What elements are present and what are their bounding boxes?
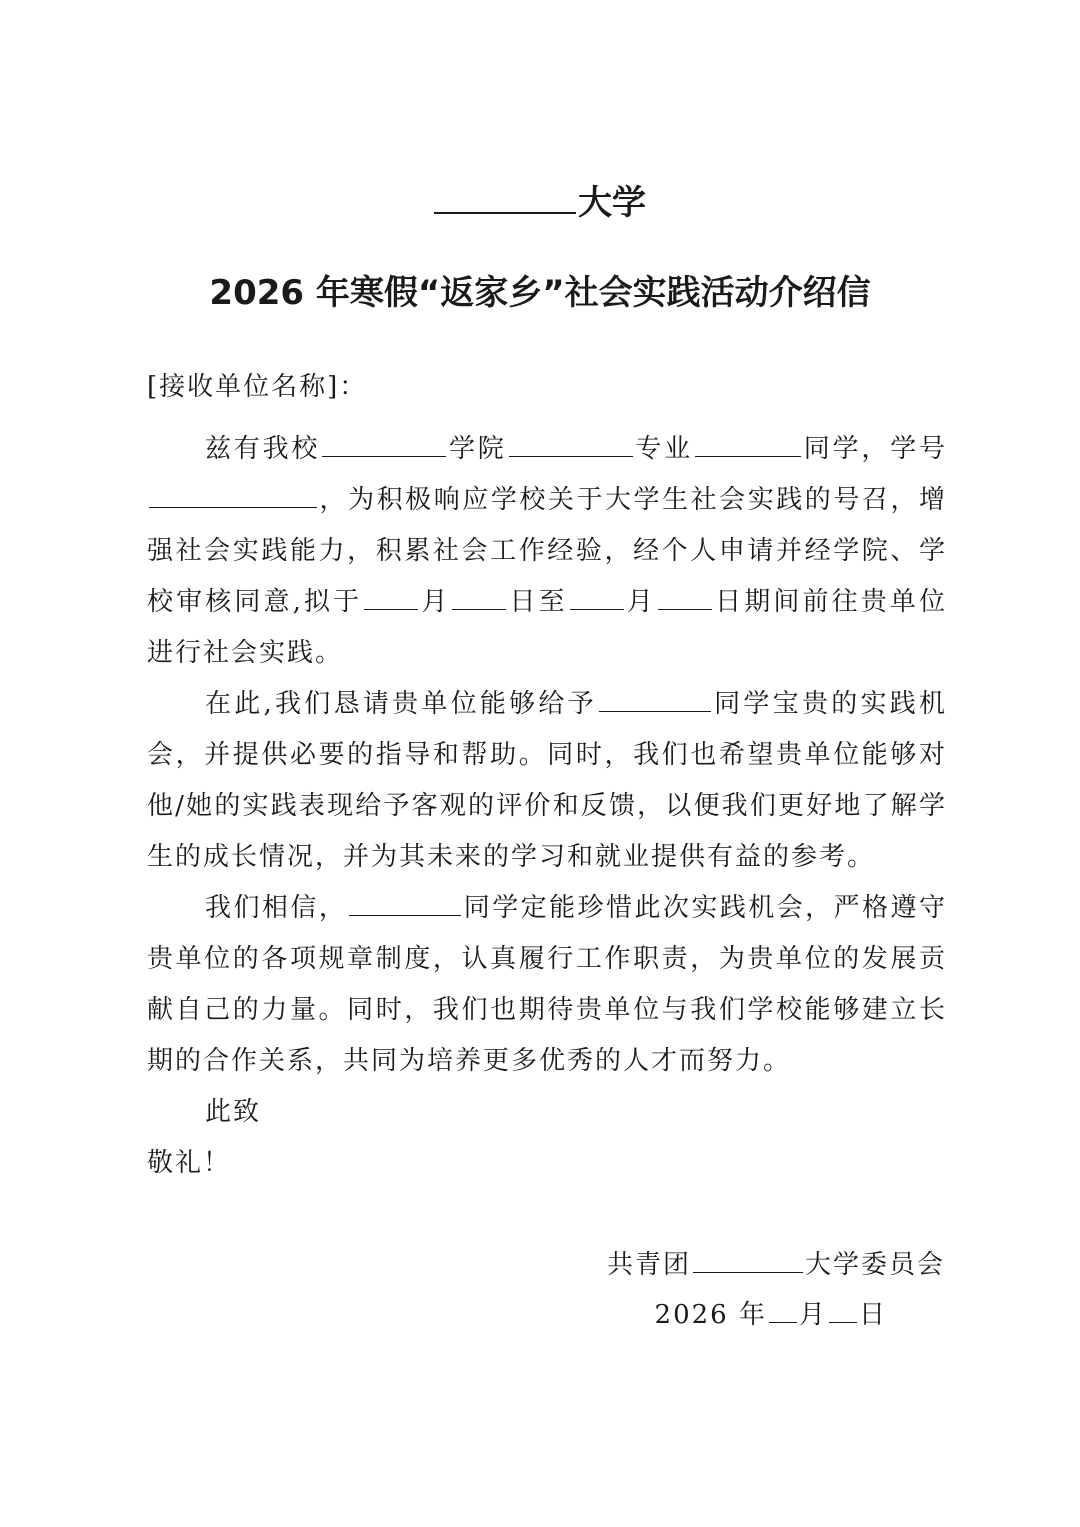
- student-name-blank[interactable]: [695, 434, 801, 457]
- university-suffix: 大学: [578, 183, 646, 223]
- letter-body: [147, 362, 947, 1189]
- paragraph-2: [147, 679, 947, 883]
- org-university-blank[interactable]: [693, 1250, 803, 1273]
- start-day-blank[interactable]: [452, 587, 506, 610]
- student-name-blank-3[interactable]: [349, 893, 461, 916]
- recipient-line: [接收单位名称]：: [147, 372, 368, 402]
- p1-text-7: 日至: [508, 587, 568, 617]
- p3-text-2: 同学定能珍惜此次实践机会，严格遵守贵单位的各项规章制度，认真履行工作职责，为贵单位的发展贡献自己的力量。同时，我们也期待贵单位与我们学校能够建立长期的合作关系，共同为培养更多优秀的人才而努力。: [147, 893, 947, 1076]
- p1-text-9: 日期间前往贵单位进行社会实践。: [147, 587, 947, 668]
- document-title: 2026 年寒假“返家乡”社会实践活动介绍信: [209, 273, 871, 313]
- closing-salutation: 此致: [205, 1097, 262, 1127]
- signature-date: [655, 1290, 887, 1340]
- date-month-label: 月: [798, 1300, 827, 1330]
- closing-regards: 敬礼！: [147, 1148, 232, 1178]
- major-blank[interactable]: [509, 434, 633, 457]
- p1-text-6: 月: [420, 587, 451, 617]
- paragraph-1: [147, 424, 947, 679]
- date-year: 2026 年: [654, 1300, 767, 1330]
- p1-text-1: 兹有我校: [205, 434, 321, 464]
- date-month-blank[interactable]: [769, 1300, 797, 1323]
- org-prefix: 共青团: [606, 1250, 691, 1280]
- date-day-blank[interactable]: [829, 1300, 857, 1323]
- p3-text-1: 我们相信，: [205, 893, 348, 923]
- p2-text-2: 同学宝贵的实践机会，并提供必要的指导和帮助。同时，我们也希望贵单位能够对他/她的实践表现给予客观的评价和反馈，以便我们更好地了解学生的成长情况，并为其未来的学习和就业提供有益的参考。: [147, 689, 947, 872]
- university-name-blank[interactable]: [434, 180, 576, 214]
- student-id-blank[interactable]: [149, 485, 317, 508]
- p1-text-5: ，为积极响应学校关于大学生社会实践的号召，增强社会实践能力，积累社会工作经验，经个人申请并经学院、学校审核同意,拟于: [147, 485, 947, 617]
- p1-text-8: 月: [625, 587, 657, 617]
- student-name-blank-2[interactable]: [599, 689, 711, 712]
- p1-text-2: 学院: [448, 434, 507, 464]
- college-blank[interactable]: [322, 434, 446, 457]
- end-day-blank[interactable]: [658, 587, 712, 610]
- p1-text-4: 同学，学号: [802, 434, 947, 464]
- org-suffix: 大学委员会: [804, 1250, 945, 1280]
- paragraph-3: [147, 883, 947, 1087]
- university-title: [0, 178, 1080, 228]
- end-month-blank[interactable]: [570, 587, 624, 610]
- p1-text-3: 专业: [634, 434, 693, 464]
- start-month-blank[interactable]: [364, 587, 418, 610]
- date-day-label: 日: [858, 1300, 887, 1330]
- signature-org: [607, 1240, 945, 1290]
- p2-text-1: 在此,我们恳请贵单位能够给予: [205, 689, 597, 719]
